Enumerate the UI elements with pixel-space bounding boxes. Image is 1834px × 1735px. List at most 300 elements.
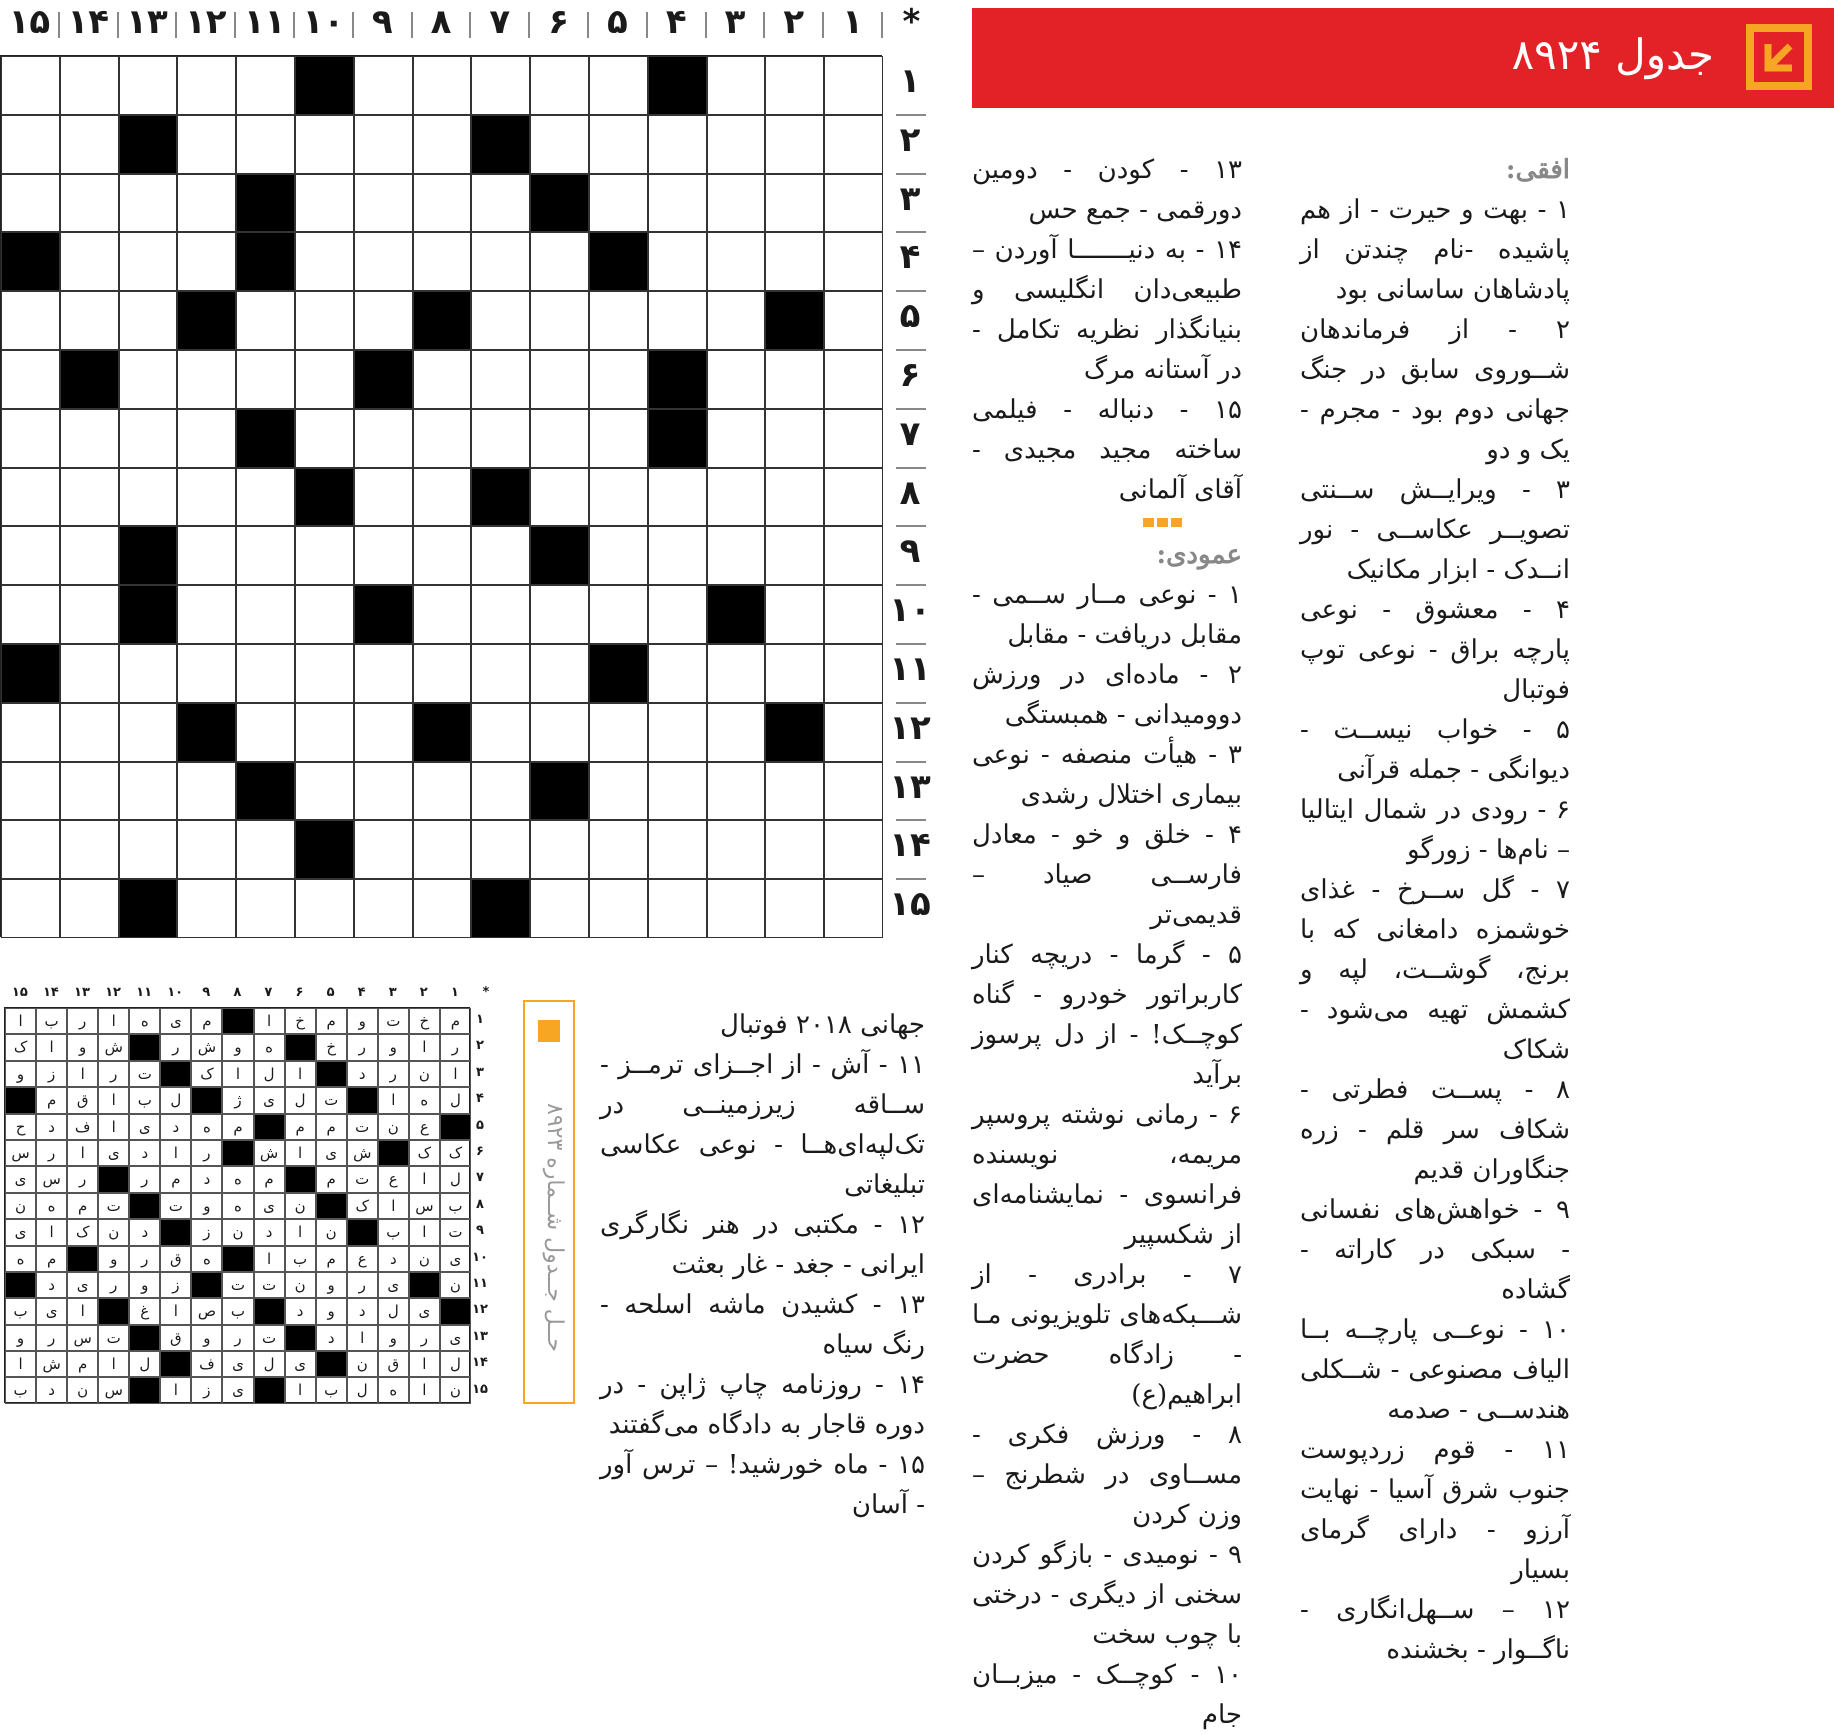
row-label: ۷	[899, 413, 921, 454]
grid-cell[interactable]	[119, 232, 178, 291]
solution-cell: ل	[440, 1166, 471, 1192]
grid-cell[interactable]	[707, 174, 766, 233]
solution-column-label: ۱۵	[11, 985, 28, 1000]
solution-cell: ر	[36, 1325, 67, 1351]
solution-cell: ل	[440, 1087, 471, 1113]
crossword-grid[interactable]	[0, 55, 882, 937]
label-divider	[896, 231, 926, 233]
solution-cell: ک	[347, 1193, 378, 1219]
solution-cell: ا	[160, 1377, 191, 1403]
solution-cell: ی	[160, 1008, 191, 1034]
grid-cell[interactable]	[1, 703, 60, 762]
solution-cell: د	[378, 1246, 409, 1272]
grid-cell[interactable]	[707, 291, 766, 350]
grid-cell[interactable]	[236, 703, 295, 762]
label-divider	[896, 467, 926, 469]
solution-cell: ر	[378, 1061, 409, 1087]
black-cell	[707, 585, 766, 644]
solution-cell: س	[5, 1140, 36, 1166]
black-cell	[295, 820, 354, 879]
grid-cell[interactable]	[530, 409, 589, 468]
grid-cell[interactable]	[765, 409, 824, 468]
grid-cell[interactable]	[589, 174, 648, 233]
grid-cell[interactable]	[413, 820, 472, 879]
clue-item: ۶ - رمانی نوشته پروسپر مریمه، نویسنده فرانسوی - نمایشنامه‌ای از شکسپیر	[972, 1100, 1242, 1250]
grid-cell[interactable]	[648, 115, 707, 174]
solution-black-cell	[222, 1008, 253, 1034]
solution-cell: ا	[254, 1246, 285, 1272]
grid-cell[interactable]	[707, 232, 766, 291]
grid-cell[interactable]	[1, 350, 60, 409]
grid-cell[interactable]	[413, 762, 472, 821]
grid-cell[interactable]	[648, 644, 707, 703]
grid-cell[interactable]	[648, 703, 707, 762]
grid-cell[interactable]	[177, 762, 236, 821]
grid-cell[interactable]	[413, 174, 472, 233]
grid-cell[interactable]	[648, 291, 707, 350]
clue-item: جهانی ۲۰۱۸ فوتبال	[719, 1010, 925, 1040]
grid-cell[interactable]	[177, 644, 236, 703]
grid-cell[interactable]	[824, 468, 883, 527]
grid-cell[interactable]	[413, 409, 472, 468]
grid-cell[interactable]	[589, 820, 648, 879]
grid-cell[interactable]	[765, 174, 824, 233]
grid-cell[interactable]	[119, 350, 178, 409]
grid-cell[interactable]	[589, 291, 648, 350]
solution-cell: ن	[409, 1061, 440, 1087]
grid-cell[interactable]	[648, 762, 707, 821]
column-label: ۲	[783, 2, 805, 42]
grid-cell[interactable]	[60, 174, 119, 233]
grid-cell[interactable]	[60, 526, 119, 585]
solution-cell: ا	[409, 1351, 440, 1377]
solution-cell: ن	[347, 1351, 378, 1377]
row-label: ۵	[899, 296, 921, 337]
solution-grid	[4, 1007, 470, 1403]
grid-cell[interactable]	[60, 232, 119, 291]
grid-cell[interactable]	[236, 291, 295, 350]
grid-cell[interactable]	[765, 115, 824, 174]
grid-cell[interactable]	[648, 174, 707, 233]
solution-column-label: ۱۲	[105, 985, 121, 1000]
clue-item: ۷ - برادری - از شـــبکه‌های تلویزیونی مـا - زادگاه حضرت ابراهیم(ع)	[972, 1260, 1242, 1410]
grid-cell[interactable]	[471, 644, 530, 703]
grid-cell[interactable]	[119, 174, 178, 233]
grid-cell[interactable]	[60, 468, 119, 527]
grid-cell[interactable]	[589, 409, 648, 468]
solution-cell: ا	[5, 1008, 36, 1034]
grid-cell[interactable]	[236, 468, 295, 527]
solution-cell: ه	[191, 1246, 222, 1272]
grid-cell[interactable]	[295, 879, 354, 938]
grid-cell[interactable]	[824, 820, 883, 879]
grid-cell[interactable]	[824, 409, 883, 468]
grid-cell[interactable]	[354, 644, 413, 703]
grid-cell[interactable]	[295, 291, 354, 350]
grid-cell[interactable]	[471, 291, 530, 350]
grid-cell[interactable]	[354, 174, 413, 233]
grid-cell[interactable]	[236, 350, 295, 409]
label-divider	[896, 878, 926, 880]
grid-cell[interactable]	[236, 56, 295, 115]
grid-cell[interactable]	[177, 526, 236, 585]
label-divider	[896, 643, 926, 645]
solution-cell: ا	[36, 1219, 67, 1245]
grid-cell[interactable]	[177, 232, 236, 291]
grid-cell[interactable]	[236, 585, 295, 644]
grid-cell[interactable]	[60, 56, 119, 115]
grid-cell[interactable]	[60, 703, 119, 762]
grid-cell[interactable]	[60, 409, 119, 468]
across-title: افقی:	[1505, 155, 1570, 185]
grid-cell[interactable]	[707, 703, 766, 762]
grid-cell[interactable]	[295, 115, 354, 174]
grid-cell[interactable]	[648, 468, 707, 527]
column-label: ۱	[842, 2, 863, 42]
grid-cell[interactable]	[119, 468, 178, 527]
grid-cell[interactable]	[824, 232, 883, 291]
grid-cell[interactable]	[119, 56, 178, 115]
solution-cell: ا	[409, 1219, 440, 1245]
grid-cell[interactable]	[707, 115, 766, 174]
solution-cell: ز	[191, 1377, 222, 1403]
grid-cell[interactable]	[177, 585, 236, 644]
grid-cell[interactable]	[295, 232, 354, 291]
grid-cell[interactable]	[413, 350, 472, 409]
grid-cell[interactable]	[589, 56, 648, 115]
grid-cell[interactable]	[471, 703, 530, 762]
grid-cell[interactable]	[354, 56, 413, 115]
grid-cell[interactable]	[530, 56, 589, 115]
grid-cell[interactable]	[177, 820, 236, 879]
grid-cell[interactable]	[707, 56, 766, 115]
grid-cell[interactable]	[765, 879, 824, 938]
grid-cell[interactable]	[119, 820, 178, 879]
grid-cell[interactable]	[824, 585, 883, 644]
solution-black-cell	[191, 1272, 222, 1298]
grid-cell[interactable]	[1, 526, 60, 585]
grid-cell[interactable]	[177, 350, 236, 409]
solution-cell: و	[5, 1325, 36, 1351]
grid-cell[interactable]	[824, 174, 883, 233]
grid-cell[interactable]	[824, 703, 883, 762]
solution-cell: ن	[440, 1272, 471, 1298]
clue-item: ۲ - ماده‌ای در ورزش دوومیدانی - همبستگی	[972, 660, 1242, 730]
grid-cell[interactable]	[295, 350, 354, 409]
grid-cell[interactable]	[530, 291, 589, 350]
grid-cell[interactable]	[354, 115, 413, 174]
grid-cell[interactable]	[471, 762, 530, 821]
solution-column-label: ۲	[419, 985, 428, 1000]
grid-cell[interactable]	[295, 409, 354, 468]
solution-cell: ا	[98, 1114, 129, 1140]
grid-cell[interactable]	[471, 174, 530, 233]
grid-cell[interactable]	[236, 115, 295, 174]
solution-cell: ا	[285, 1140, 316, 1166]
grid-cell[interactable]	[354, 703, 413, 762]
grid-cell[interactable]	[1, 468, 60, 527]
grid-cell[interactable]	[354, 291, 413, 350]
grid-cell[interactable]	[707, 350, 766, 409]
grid-cell[interactable]	[177, 879, 236, 938]
grid-cell[interactable]	[765, 350, 824, 409]
solution-title-frame	[523, 1000, 575, 1404]
black-cell	[119, 526, 178, 585]
grid-cell[interactable]	[295, 703, 354, 762]
down-title: عمودی:	[1156, 540, 1242, 570]
grid-cell[interactable]	[413, 115, 472, 174]
grid-cell[interactable]	[765, 56, 824, 115]
clues-column-middle	[972, 150, 1242, 1735]
grid-cell[interactable]	[354, 526, 413, 585]
grid-cell[interactable]	[530, 468, 589, 527]
grid-cell[interactable]	[1, 585, 60, 644]
solution-row-label: ۱۲	[472, 1302, 488, 1318]
solution-black-cell	[316, 1193, 347, 1219]
grid-cell[interactable]	[1, 409, 60, 468]
grid-cell[interactable]	[648, 879, 707, 938]
solution-black-cell	[254, 1298, 285, 1324]
grid-cell[interactable]	[236, 879, 295, 938]
solution-cell: ا	[67, 1061, 98, 1087]
grid-cell[interactable]	[60, 762, 119, 821]
grid-cell[interactable]	[1, 762, 60, 821]
grid-cell[interactable]	[354, 232, 413, 291]
grid-cell[interactable]	[530, 644, 589, 703]
solution-column-label: ۸	[233, 985, 242, 1000]
grid-cell[interactable]	[60, 291, 119, 350]
clue-item: ۱۴ - به دنیـــــــا آوردن – طبیعی‌دان انگلیسی و بنیانگذار نظریه تکامل - در آستانه مرگ	[972, 235, 1242, 385]
grid-cell[interactable]	[707, 762, 766, 821]
solution-cell: ر	[347, 1034, 378, 1060]
grid-cell[interactable]	[177, 56, 236, 115]
grid-cell[interactable]	[471, 232, 530, 291]
grid-cell[interactable]	[589, 762, 648, 821]
solution-row-label: ۶	[476, 1144, 484, 1159]
grid-cell[interactable]	[354, 762, 413, 821]
grid-cell[interactable]	[707, 409, 766, 468]
grid-cell[interactable]	[589, 350, 648, 409]
grid-cell[interactable]	[530, 879, 589, 938]
grid-cell[interactable]	[824, 115, 883, 174]
grid-cell[interactable]	[413, 585, 472, 644]
solution-cell: ل	[347, 1377, 378, 1403]
solution-cell: ی	[36, 1298, 67, 1324]
grid-cell[interactable]	[119, 644, 178, 703]
solution-cell: ر	[67, 1166, 98, 1192]
solution-cell: ر	[160, 1034, 191, 1060]
clue-item: ۱۵ - دنباله - فیلمی ساخته مجید مجیدی - آقای آلمانی	[972, 395, 1242, 505]
grid-cell[interactable]	[589, 468, 648, 527]
grid-cell[interactable]	[530, 820, 589, 879]
grid-cell[interactable]	[236, 644, 295, 703]
solution-cell: و	[378, 1325, 409, 1351]
solution-column-label: ۱۱	[136, 985, 153, 1000]
label-divider	[822, 12, 824, 38]
grid-cell[interactable]	[119, 703, 178, 762]
grid-cell[interactable]	[1, 174, 60, 233]
grid-cell[interactable]	[824, 644, 883, 703]
grid-cell[interactable]	[295, 174, 354, 233]
solution-row-label: ۱۵	[472, 1381, 488, 1397]
grid-cell[interactable]	[236, 526, 295, 585]
solution-cell: و	[316, 1272, 347, 1298]
grid-cell[interactable]	[60, 879, 119, 938]
solution-cell: ر	[222, 1325, 253, 1351]
grid-cell[interactable]	[471, 585, 530, 644]
grid-cell[interactable]	[648, 820, 707, 879]
grid-cell[interactable]	[295, 644, 354, 703]
grid-cell[interactable]	[765, 526, 824, 585]
grid-cell[interactable]	[824, 350, 883, 409]
grid-cell[interactable]	[471, 409, 530, 468]
grid-cell[interactable]	[530, 585, 589, 644]
grid-cell[interactable]	[824, 762, 883, 821]
grid-cell[interactable]	[295, 585, 354, 644]
grid-cell[interactable]	[765, 644, 824, 703]
grid-cell[interactable]	[177, 174, 236, 233]
label-divider	[646, 12, 648, 38]
grid-cell[interactable]	[354, 468, 413, 527]
grid-cell[interactable]	[765, 232, 824, 291]
grid-cell[interactable]	[413, 56, 472, 115]
solution-column-label: ۶	[295, 985, 304, 1000]
solution-cell: ن	[440, 1377, 471, 1403]
clue-item: ۴ - خلق و خو - معادل فارســی صیاد – قدیمی‌تر	[972, 820, 1242, 930]
solution-black-cell	[222, 1246, 253, 1272]
grid-cell[interactable]	[177, 468, 236, 527]
grid-cell[interactable]	[707, 820, 766, 879]
solution-cell: ا	[98, 1087, 129, 1113]
grid-cell[interactable]	[413, 232, 472, 291]
solution-black-cell	[129, 1034, 160, 1060]
grid-cell[interactable]	[471, 350, 530, 409]
grid-cell[interactable]	[60, 820, 119, 879]
grid-cell[interactable]	[648, 232, 707, 291]
solution-cell: ی	[67, 1272, 98, 1298]
grid-cell[interactable]	[530, 232, 589, 291]
grid-cell[interactable]	[354, 879, 413, 938]
grid-cell[interactable]	[707, 879, 766, 938]
solution-cell: ه	[222, 1166, 253, 1192]
solution-black-cell	[5, 1087, 36, 1113]
grid-cell[interactable]	[589, 115, 648, 174]
grid-cell[interactable]	[589, 879, 648, 938]
grid-cell[interactable]	[824, 526, 883, 585]
solution-cell: و	[222, 1034, 253, 1060]
grid-cell[interactable]	[765, 468, 824, 527]
grid-cell[interactable]	[1, 115, 60, 174]
grid-cell[interactable]	[824, 291, 883, 350]
grid-cell[interactable]	[295, 762, 354, 821]
row-label: ۸	[899, 472, 921, 513]
solution-cell: ی	[129, 1114, 160, 1140]
grid-cell[interactable]	[177, 115, 236, 174]
label-divider	[896, 173, 926, 175]
grid-cell[interactable]	[295, 526, 354, 585]
grid-cell[interactable]	[707, 468, 766, 527]
black-cell	[765, 703, 824, 762]
grid-cell[interactable]	[765, 762, 824, 821]
column-label: ۸	[430, 2, 452, 42]
solution-black-cell	[440, 1298, 471, 1324]
solution-cell: ا	[409, 1034, 440, 1060]
grid-cell[interactable]	[413, 644, 472, 703]
grid-cell[interactable]	[707, 644, 766, 703]
grid-cell[interactable]	[60, 115, 119, 174]
grid-cell[interactable]	[471, 820, 530, 879]
grid-cell[interactable]	[177, 409, 236, 468]
grid-cell[interactable]	[589, 585, 648, 644]
solution-title: حــل جــدول شــماره ۸۹۲۳	[542, 1102, 567, 1352]
solution-black-cell	[285, 1325, 316, 1351]
grid-cell[interactable]	[765, 585, 824, 644]
grid-cell[interactable]	[471, 526, 530, 585]
solution-cell: ک	[409, 1140, 440, 1166]
grid-cell[interactable]	[354, 409, 413, 468]
grid-cell[interactable]	[413, 879, 472, 938]
grid-cell[interactable]	[530, 350, 589, 409]
grid-cell[interactable]	[530, 115, 589, 174]
grid-cell[interactable]	[236, 820, 295, 879]
black-cell	[530, 762, 589, 821]
row-label: ۱۰	[889, 590, 931, 631]
solution-cell: خ	[285, 1008, 316, 1034]
grid-cell[interactable]	[354, 820, 413, 879]
solution-black-cell	[98, 1166, 129, 1192]
solution-cell: ا	[98, 1008, 129, 1034]
black-cell	[1, 232, 60, 291]
solution-row-label: ۵	[476, 1117, 484, 1133]
grid-cell[interactable]	[119, 291, 178, 350]
grid-cell[interactable]	[824, 879, 883, 938]
grid-cell[interactable]	[471, 56, 530, 115]
grid-cell[interactable]	[60, 585, 119, 644]
grid-cell[interactable]	[765, 820, 824, 879]
grid-cell[interactable]	[589, 703, 648, 762]
solution-cell: م	[191, 1008, 222, 1034]
grid-cell[interactable]	[1, 879, 60, 938]
solution-cell: م	[316, 1114, 347, 1140]
solution-cell: ر	[129, 1246, 160, 1272]
logo-icon	[538, 1020, 560, 1042]
grid-cell[interactable]	[824, 56, 883, 115]
label-divider	[896, 525, 926, 527]
clue-item: ۸ - ورزش فکری - مســاوی در شطرنج – وزن کردن	[972, 1420, 1242, 1530]
label-divider	[587, 12, 589, 38]
clue-item: ۱۱ - آش - از اجــزای ترمــز - ســاقه زیرزمینــی در تک‌لپه‌ای‌هــا - نوعی عکاسی تبلیغاتی	[600, 1050, 925, 1200]
solution-cell: ب	[5, 1298, 36, 1324]
grid-cell[interactable]	[707, 526, 766, 585]
solution-black-cell	[378, 1140, 409, 1166]
grid-cell[interactable]	[648, 526, 707, 585]
grid-cell[interactable]	[1, 56, 60, 115]
grid-cell[interactable]	[119, 409, 178, 468]
row-label: ۱۳	[889, 766, 931, 807]
grid-cell[interactable]	[530, 703, 589, 762]
grid-cell[interactable]	[413, 526, 472, 585]
grid-cell[interactable]	[1, 291, 60, 350]
solution-cell: ز	[36, 1061, 67, 1087]
solution-cell: ا	[222, 1061, 253, 1087]
grid-cell[interactable]	[413, 468, 472, 527]
grid-cell[interactable]	[589, 526, 648, 585]
grid-cell[interactable]	[648, 585, 707, 644]
grid-cell[interactable]	[1, 820, 60, 879]
grid-cell[interactable]	[119, 762, 178, 821]
solution-cell: د	[36, 1377, 67, 1403]
grid-cell[interactable]	[60, 644, 119, 703]
